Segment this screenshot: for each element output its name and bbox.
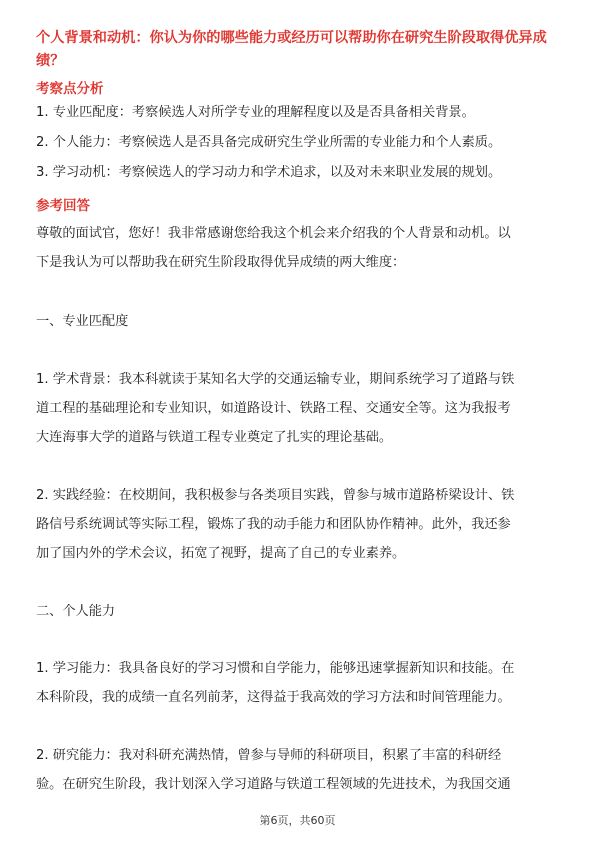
analysis-heading: 考察点分析 (36, 81, 104, 97)
analysis-point: 2. 个人能力：考察候选人是否具备完成研究生学业所需的专业能力和个人素质。 (36, 135, 502, 150)
question-title: 个人背景和动机：你认为你的哪些能力或经历可以帮助你在研究生阶段取得优异成绩？ (36, 30, 547, 69)
paragraph-line: 1. 学习能力：我具备良好的学习习惯和自学能力，能够迅速掌握新知识和技能。在 (36, 661, 515, 676)
paragraph-line: 2. 研究能力：我对科研充满热情，曾参与导师的科研项目，积累了丰富的科研经 (36, 748, 502, 763)
page-number: 第6页，共60页 (259, 814, 336, 827)
analysis-point: 1. 专业匹配度：考察候选人对所学专业的理解程度以及是否具备相关背景。 (36, 105, 475, 120)
section-title: 一、专业匹配度 (36, 314, 129, 329)
paragraph-line: 2. 实践经验：在校期间，我积极参与各类项目实践，曾参与城市道路桥梁设计、铁 (36, 488, 515, 503)
paragraph-line: 加了国内外的学术会议，拓宽了视野，提高了自己的专业素养。 (36, 546, 406, 561)
answer-intro-line: 尊敬的面试官，您好！我非常感谢您给我这个机会来介绍我的个人背景和动机。以 (36, 226, 511, 241)
paragraph-line: 大连海事大学的道路与铁道工程专业奠定了扎实的理论基础。 (36, 430, 393, 445)
paragraph-line: 道工程的基础理论和专业知识，如道路设计、铁路工程、交通安全等。这为我报考 (36, 401, 511, 416)
paragraph-line: 1. 学术背景：我本科就读于某知名大学的交通运输专业，期间系统学习了道路与铁 (36, 372, 515, 387)
section-title: 二、个人能力 (36, 604, 116, 619)
answer-intro-line: 下是我认为可以帮助我在研究生阶段取得优异成绩的两大维度： (36, 255, 406, 270)
answer-heading: 参考回答 (36, 198, 90, 214)
analysis-point: 3. 学习动机：考察候选人的学习动力和学术追求，以及对未来职业发展的规划。 (36, 165, 502, 180)
paragraph-line: 本科阶段，我的成绩一直名列前茅，这得益于我高效的学习方法和时间管理能力。 (36, 690, 511, 705)
paragraph-line: 验。在研究生阶段，我计划深入学习道路与铁道工程领域的先进技术，为我国交通 (36, 777, 511, 792)
paragraph-line: 路信号系统调试等实际工程，锻炼了我的动手能力和团队协作精神。此外，我还参 (36, 517, 511, 532)
